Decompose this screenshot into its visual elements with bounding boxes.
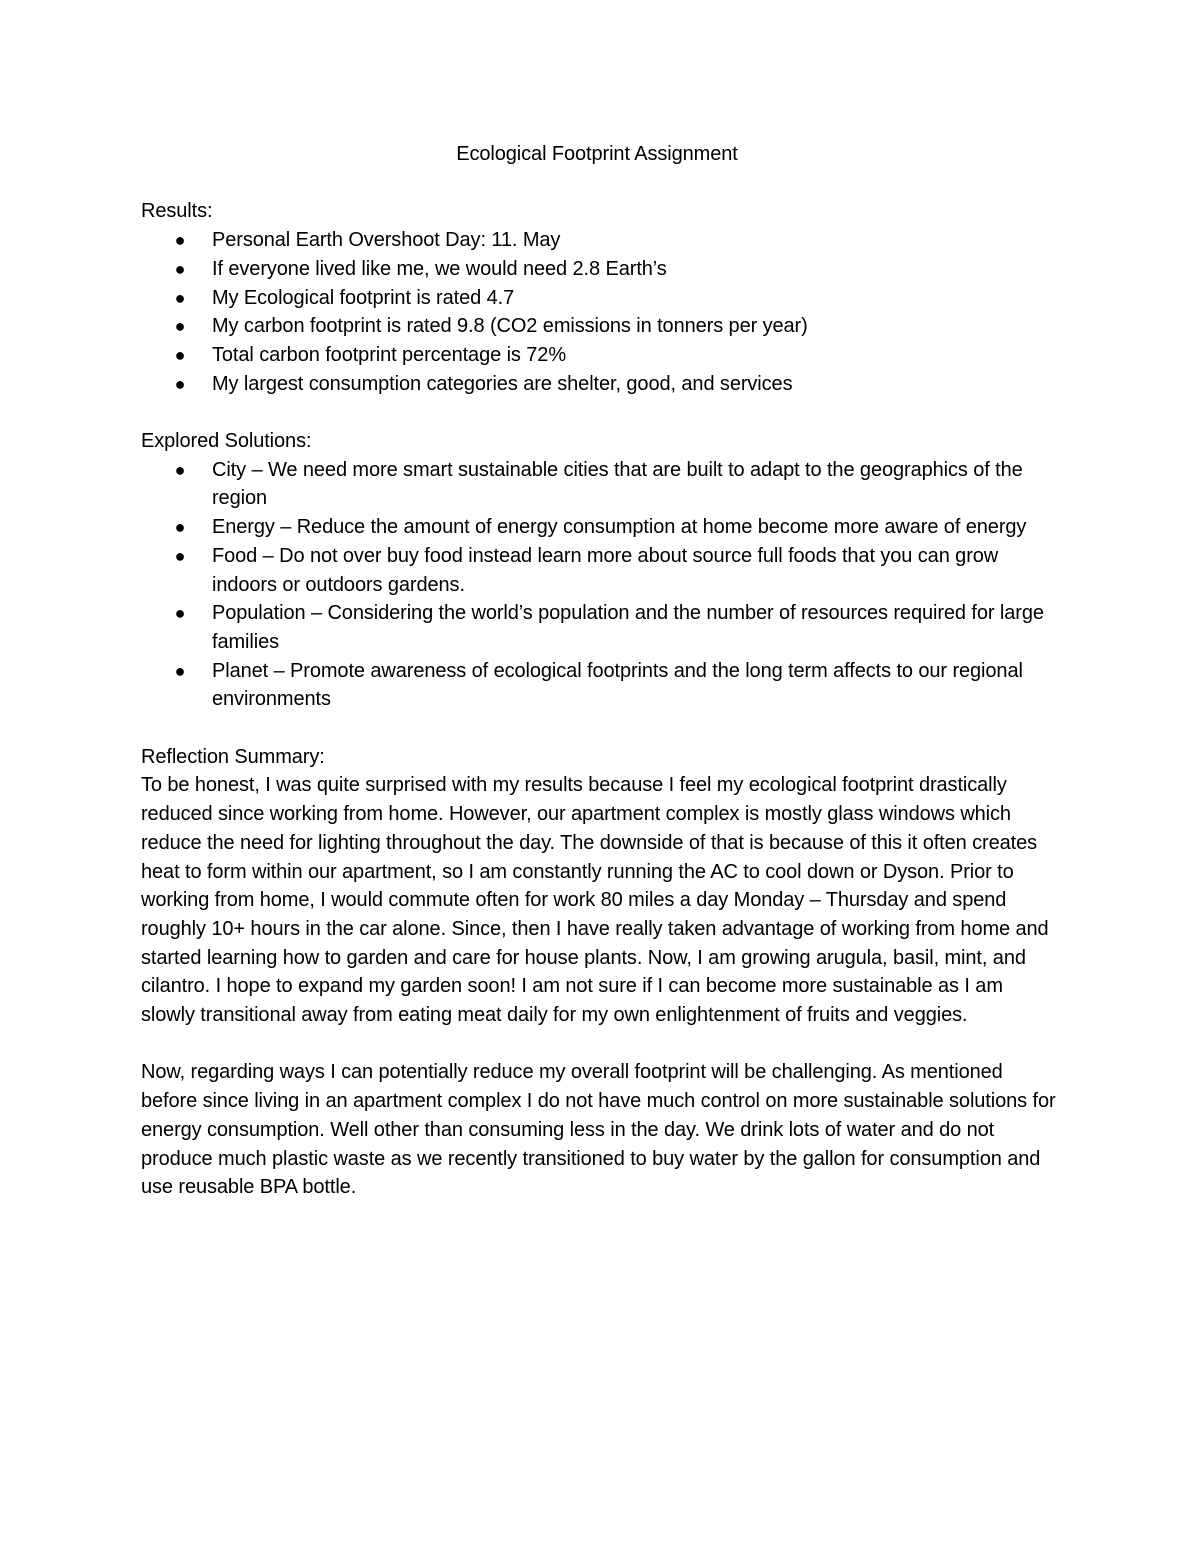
spacer	[141, 398, 1061, 427]
list-item	[141, 341, 1061, 370]
list-item-text: Planet – Promote awareness of ecological footprints and the long term affects to our regional environments	[212, 659, 1023, 711]
list-item	[141, 456, 1061, 513]
solutions-list	[141, 456, 1061, 714]
spacer	[141, 1030, 1061, 1059]
reflection-paragraph: To be honest, I was quite surprised with my results because I feel my ecological footprint drastically reduced since working from home. However, our apartment complex is mostly glass windows which reduce the need for lighting throughout the day. The downside of that is because of this it often creates heat to form within our apartment, so I am constantly running the AC to cool down or Dyson. Prior to working from home, I would commute often for work 80 miles a day Monday – Thursday and spend roughly 10+ hours in the car alone. Since, then I have really taken advantage of working from home and started learning how to garden and care for house plants. Now, I am growing arugula, basil, mint, and cilantro. I hope to expand my garden soon! I am not sure if I can become more sustainable as I am slowly transitional away from eating meat daily for my own enlightenment of fruits and veggies.	[141, 774, 1049, 1027]
bullet-icon: ●	[174, 258, 186, 279]
bullet-icon: ●	[174, 660, 186, 681]
list-item-text: My Ecological footprint is rated 4.7	[212, 286, 515, 309]
list-item	[141, 312, 1061, 341]
list-item	[141, 542, 1061, 599]
list-item	[141, 657, 1061, 714]
reflection-paragraph: Now, regarding ways I can potentially reduce my overall footprint will be challenging. As mentioned before since living in an apartment complex I do not have much control on more sustainable solutions for energy consumption. Well other than consuming less in the day. We drink lots of water and do not produce much plastic waste as we recently transitioned to buy water by the gallon for consumption and use reusable BPA bottle.	[141, 1061, 1056, 1199]
document-body	[141, 140, 1061, 1202]
bullet-icon: ●	[174, 603, 186, 624]
results-list	[141, 226, 1061, 398]
bullet-icon: ●	[174, 517, 186, 538]
bullet-icon: ●	[174, 230, 186, 251]
list-item	[141, 255, 1061, 284]
bullet-icon: ●	[174, 287, 186, 308]
list-item-text: If everyone lived like me, we would need 2.8 Earth’s	[212, 257, 667, 280]
list-item-text: My largest consumption categories are shelter, good, and services	[212, 372, 793, 395]
list-item	[141, 513, 1061, 542]
list-item	[141, 599, 1061, 656]
solutions-heading: Explored Solutions:	[141, 430, 312, 452]
spacer	[141, 169, 1061, 198]
list-item	[141, 370, 1061, 399]
bullet-icon: ●	[174, 545, 186, 566]
bullet-icon: ●	[174, 344, 186, 365]
bullet-icon: ●	[174, 373, 186, 394]
bullet-icon: ●	[174, 316, 186, 337]
list-item	[141, 226, 1061, 255]
spacer	[141, 714, 1061, 743]
results-heading: Results:	[141, 200, 213, 223]
list-item-text: Total carbon footprint percentage is 72%	[212, 343, 566, 366]
document-title: Ecological Footprint Assignment	[456, 143, 738, 165]
list-item	[141, 284, 1061, 313]
list-item-text: Personal Earth Overshoot Day: 11. May	[212, 229, 561, 252]
list-item-text: Population – Considering the world’s population and the number of resources required for large families	[212, 602, 1044, 653]
reflection-heading: Reflection Summary:	[141, 745, 325, 768]
list-item-text: My carbon footprint is rated 9.8 (CO2 emissions in tonners per year)	[212, 315, 808, 338]
bullet-icon: ●	[174, 459, 186, 480]
list-item-text: City – We need more smart sustainable cities that are built to adapt to the geographics of the region	[212, 458, 1023, 510]
list-item-text: Food – Do not over buy food instead learn more about source full foods that you can grow indoors or outdoors gardens.	[212, 544, 999, 596]
list-item-text: Energy – Reduce the amount of energy consumption at home become more aware of energy	[212, 516, 1027, 539]
